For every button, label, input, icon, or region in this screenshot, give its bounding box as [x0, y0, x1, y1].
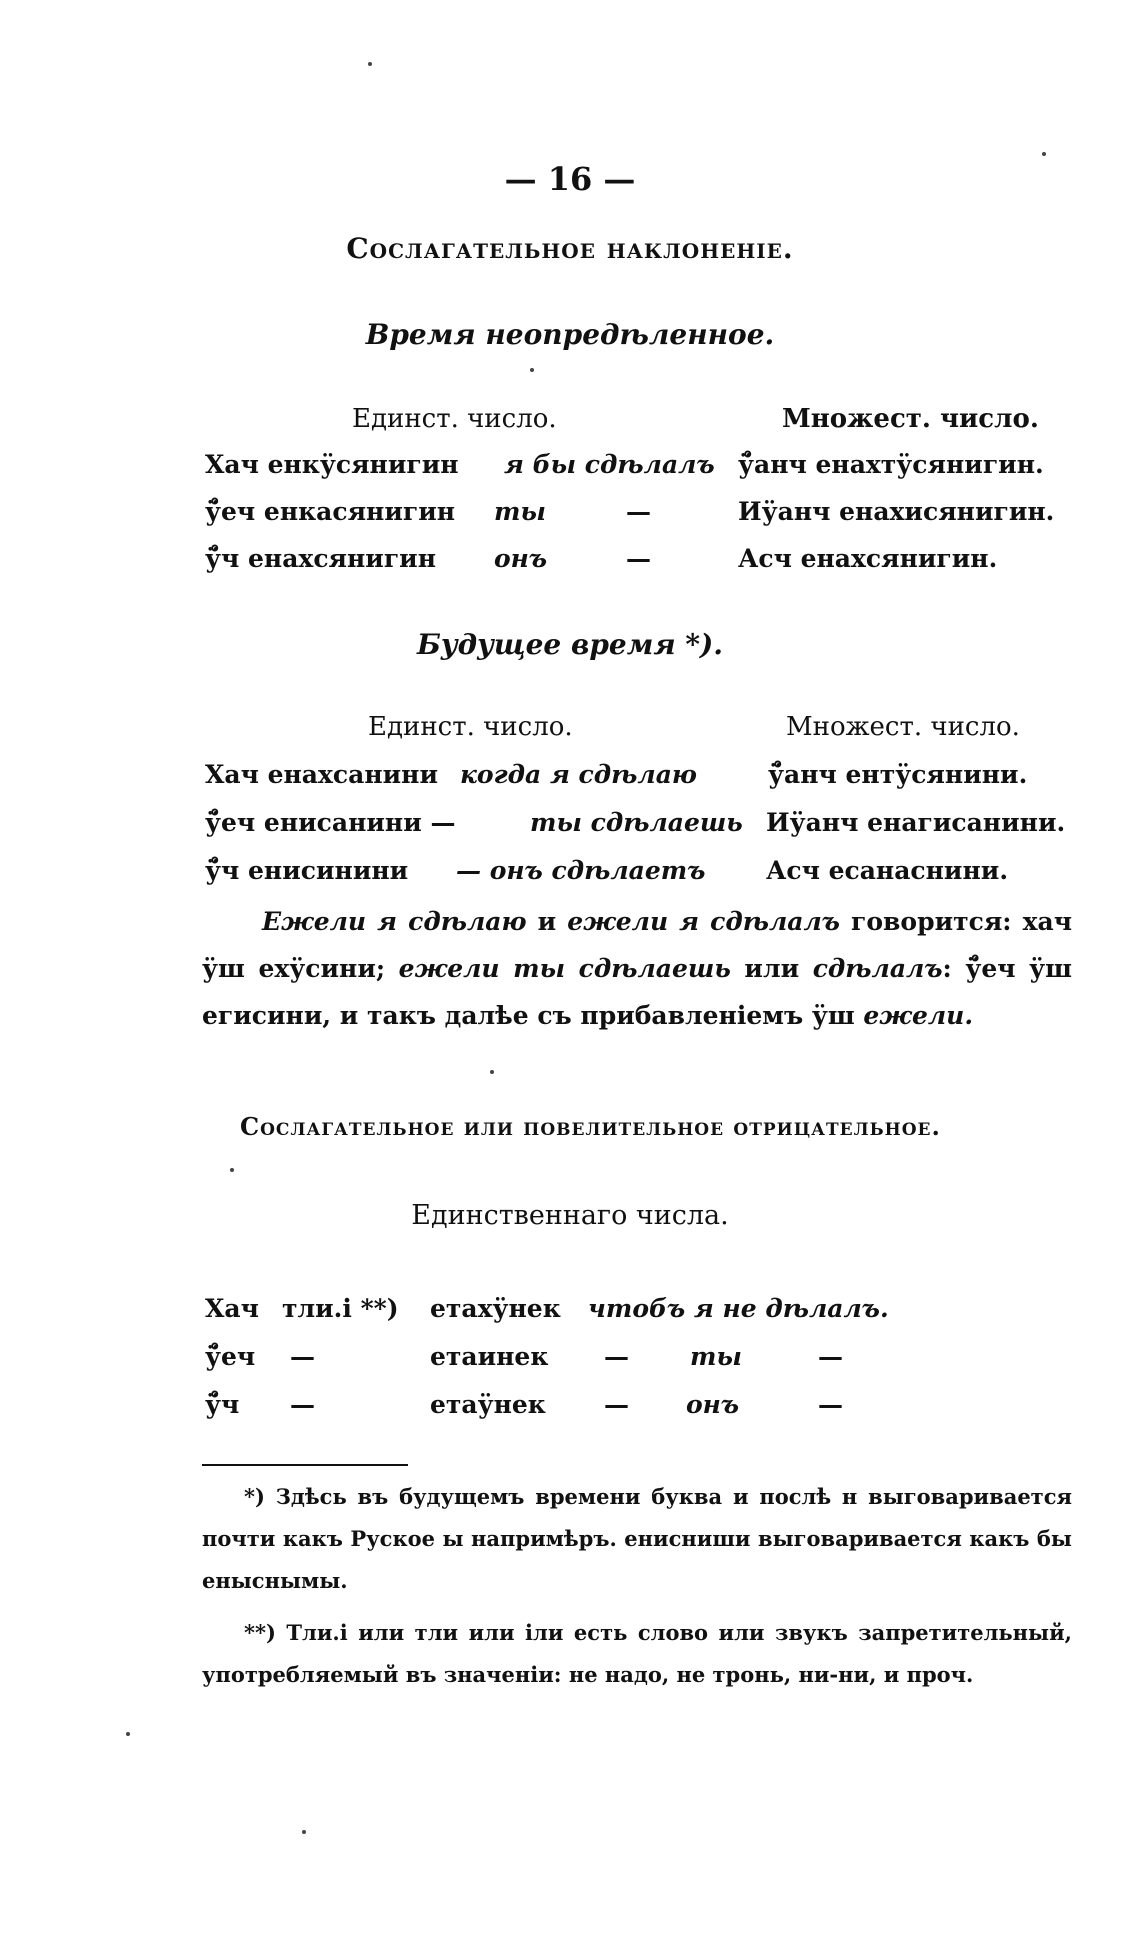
row-translation: ты сдѣлаешь: [530, 808, 743, 837]
row-right: ӱ̊анч енахтӱсянигин.: [738, 450, 1044, 479]
subtitle-future-tense: Будущее время *).: [416, 628, 724, 661]
column-header-singular: Единст. число.: [352, 404, 557, 434]
row-translation: я бы сдѣлалъ: [504, 450, 715, 479]
scan-speck: [1042, 152, 1046, 156]
row-left: ӱ̊еч енисанини —: [205, 808, 456, 837]
column-header-plural: Множест. число.: [782, 404, 1039, 434]
row-particle: —: [290, 1342, 315, 1371]
paragraph-italic: Ежели я сдѣлаю: [262, 907, 527, 936]
row-dash: —: [604, 1342, 629, 1371]
row-left: Хач енкӱсянигин: [205, 450, 459, 479]
row-dash: —: [818, 1342, 843, 1371]
section-title-negative: Сослагательное или повелительное отрицательное.: [240, 1112, 941, 1141]
paragraph-italic: ежели ты сдѣлаешь: [398, 954, 731, 983]
row-left: Хач енахсанини: [205, 760, 439, 789]
row-translation: чтобъ я не дѣлалъ.: [588, 1294, 889, 1323]
row-verb: етаӱнек: [430, 1390, 546, 1419]
subtitle-indefinite-tense: Время неопредѣленное.: [365, 318, 775, 351]
paragraph-italic: сдѣлалъ: [812, 954, 943, 983]
row-dash: —: [626, 544, 651, 573]
footnote-1: *) Здѣсь въ будущемъ времени буква и послѣ н выговаривается почти какъ Руское ы напримѣръ. енисниши выговаривается какъ бы еныснымы.: [202, 1484, 1072, 1593]
paragraph-text: и: [526, 907, 568, 936]
row-particle: —: [290, 1390, 315, 1419]
row-particle: тли.і **): [282, 1294, 399, 1323]
row-right: Иӱанч енагисанини.: [766, 808, 1066, 837]
row-verb: етахӱнек: [430, 1294, 561, 1323]
explanatory-paragraph: [202, 898, 1072, 1039]
row-translation: когда я сдѣлаю: [460, 760, 697, 789]
paragraph-text: : ӱ̊еч ӱш егисини, и такъ далѣе съ прибавленіемъ ӱш: [202, 954, 1072, 1030]
row-dash: —: [604, 1390, 629, 1419]
row-dash: —: [818, 1390, 843, 1419]
paragraph-text: говорится: хач ӱш ехӱсини;: [202, 907, 1072, 983]
row-translation: ты: [690, 1342, 742, 1371]
page-number: — 16 —: [504, 160, 636, 198]
subtitle-singular: Единственнаго числа.: [411, 1200, 729, 1231]
paragraph-text: или: [730, 954, 813, 983]
footnote-2: **) Тли.і или тли или іли есть слово или звукъ запретительный, употребляемый въ значеніи: не надо, не тронь, ни-ни, и проч.: [202, 1620, 1072, 1687]
paragraph-italic: ежели.: [863, 1001, 974, 1030]
scan-speck: [490, 1070, 494, 1074]
row-left: ӱ̊ч енисинини: [205, 856, 409, 885]
section-title-subjunctive: Сослагательное наклоненіе.: [346, 232, 794, 265]
paragraph-italic: ежели я сдѣлалъ: [567, 907, 840, 936]
row-translation: ты: [494, 497, 546, 526]
scan-speck: [530, 368, 534, 372]
row-translation: — онъ сдѣлаетъ: [456, 856, 706, 885]
scan-speck: [302, 1830, 306, 1834]
row-pronoun: ӱ̊еч: [205, 1342, 256, 1371]
column-header-singular: Единст. число.: [368, 712, 573, 742]
row-right: Асч есанаснини.: [766, 856, 1009, 885]
row-translation: онъ: [494, 544, 548, 573]
row-pronoun: ӱ̊ч: [205, 1390, 240, 1419]
column-header-plural: Множест. число.: [786, 712, 1020, 742]
row-left: ӱ̊еч енкасянигин: [205, 497, 456, 526]
row-right: ӱ̊анч ентӱсянини.: [768, 760, 1028, 789]
row-right: Иӱанч енахисянигин.: [738, 497, 1055, 526]
scan-speck: [126, 1732, 130, 1736]
row-left: ӱ̊ч енахсянигин: [205, 544, 437, 573]
row-right: Асч енахсянигин.: [738, 544, 998, 573]
row-translation: онъ: [686, 1390, 740, 1419]
footnote-divider: [202, 1464, 408, 1466]
scan-speck: [230, 1168, 234, 1172]
scan-speck: [368, 62, 372, 66]
row-pronoun: Хач: [205, 1294, 259, 1323]
row-verb: етаинек: [430, 1342, 549, 1371]
row-dash: —: [626, 497, 651, 526]
